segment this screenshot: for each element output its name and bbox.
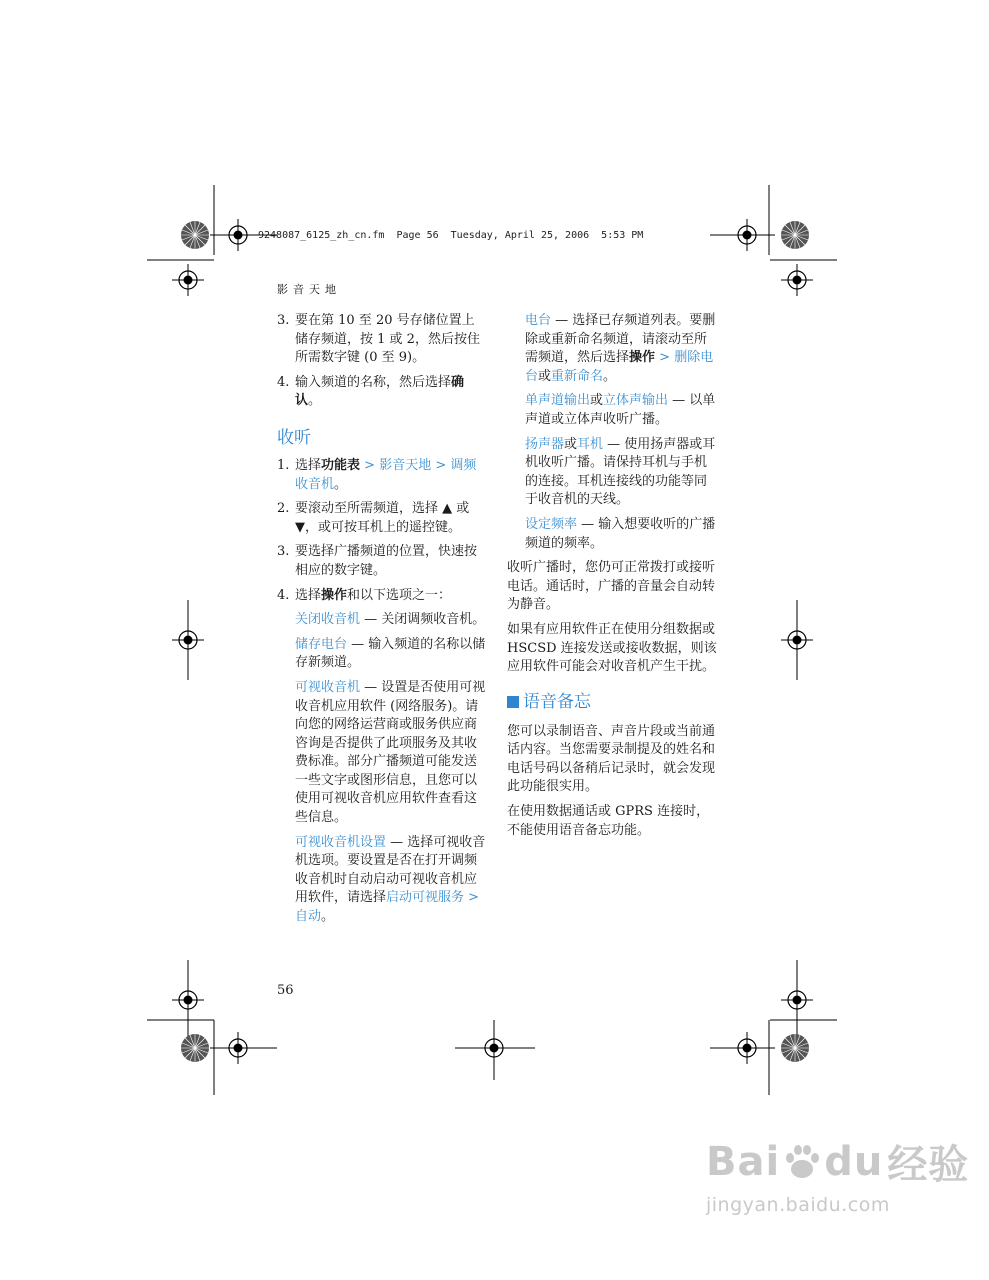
option-text: — 选择可视收音机选项。要设置是否在打开调频收音机时自动启动可视收音机应用软件，请选择 [295,834,486,906]
option-link: 可视收音机 [295,679,361,695]
option-visual-radio [295,679,487,828]
text-run: 选择 [295,587,322,603]
menu-term: 功能表 [321,457,361,473]
text-run: 选择 [295,457,322,473]
section-header: 影音天地 [277,283,341,296]
list-item [277,543,487,580]
option-link: 启动可视服务 [386,890,465,906]
option-link: 储存电台 [295,636,348,652]
option-link: 电台 [525,313,552,328]
separator: > [431,457,451,473]
right-column [507,312,719,846]
list-item [277,500,487,537]
text-run: 和以下选项之一： [347,587,452,603]
logo-text: du [824,1138,884,1185]
item-text [295,457,487,494]
option-link: 自动 [295,909,322,925]
item-number: 3. [277,313,290,328]
text-run: 。 [603,368,617,384]
list-item [277,587,487,606]
option-link: 扬声器 [525,436,565,452]
logo-text: 经验 [887,1142,970,1188]
item-number: 4. [277,374,290,390]
list-item [277,312,487,368]
page-number: 56 [277,983,294,998]
list-item [277,457,487,494]
item-text: 要在第 10 至 20 号存储位置上储存频道，按 1 或 2，然后按住所需数字键 (0 至 9)。 [295,313,480,366]
item-text: 要选择广播频道的位置，快速按相应的数字键。 [295,544,478,578]
separator: > [464,890,480,906]
paragraph: 如果有应用软件正在使用分组数据或 HSCSD 连接发送或接收数据，则该应用软件可能会对收音机产生干扰。 [507,621,717,675]
text-run: 或 [564,436,578,452]
option-mono-stereo [525,392,719,429]
menu-term: 操作 [321,587,348,603]
separator: > [360,457,380,473]
option-text: — 输入频道的名称以储存新频道。 [295,636,486,671]
separator: > [655,350,675,366]
item-text: 要滚动至所需频道，选择 ▲ 或 ▼，或可按耳机上的遥控键。 [295,501,470,535]
item-text [295,374,487,411]
paragraph: 您可以录制语音、声音片段或当前通话内容。当您需要录制提及的姓名和电话号码以备稍后记录时，就会发现此功能很实用。 [507,723,716,795]
option-link: 删除电台 [525,350,714,384]
option-text: — 关闭调频收音机。 [360,612,486,628]
option-link: 可视收音机设置 [295,834,387,850]
menu-term: 操作 [629,350,656,366]
item-number: 3. [277,544,290,560]
text-run: 。 [334,476,348,492]
option-link: 立体声输出 [603,393,669,409]
option-link: 关闭收音机 [295,612,361,628]
option-set-frequency [525,516,719,553]
item-number: 1. [277,457,290,473]
section-heading-listen: 收听 [277,427,311,448]
menu-link: 调频收音机 [295,457,477,492]
option-link: 设定频率 [525,516,578,532]
item-number: 2. [277,501,290,517]
option-link: 重新命名 [551,368,604,384]
option-link: 单声道输出 [525,393,591,409]
option-text: — 输入想要收听的广播频道的频率。 [525,516,716,551]
paw-icon [782,1142,822,1182]
section-heading-voice-memo [507,691,719,713]
watermark-url: jingyan.baidu.com [706,1194,890,1216]
option-text: — 使用扬声器或耳机收听广播。请保持耳机与手机的连接。耳机连接线的功能等同于收音机的天线。 [525,436,716,508]
square-bullet-icon [507,696,519,708]
text-run: 。 [321,909,335,925]
paragraph: 收听广播时，您仍可正常拨打或接听电话。通话时，广播的音量会自动转为静音。 [507,560,716,613]
option-link: 耳机 [577,436,604,452]
option-stations [525,312,719,386]
list-item [277,374,487,411]
text-run: 或 [590,393,604,409]
logo-text: Bai [706,1138,781,1185]
baidu-logo [706,1133,986,1190]
option-text: — 以单声道或立体声收听广播。 [525,393,716,427]
option-text: — 选择已存频道列表。要删除或重新命名频道，请滚动至所需频道，然后选择 [525,313,716,366]
paragraph: 在使用数据通话或 GPRS 连接时，不能使用语音备忘功能。 [507,804,710,838]
option-close-radio [295,611,487,630]
left-column [277,312,487,933]
text-run: 或 [538,368,552,384]
text-run: 。 [308,393,322,409]
option-speaker-headset [525,436,719,510]
option-text: — 设置是否使用可视收音机应用软件 (网络服务)。请向您的网络运营商或服务供应商咨询是否提供了此项服务及其收费标准。部分广播频道可能发送一些文字或图形信息，且您可以使用可视收音机应用软件查看这些信息。 [295,679,486,826]
menu-link: 影音天地 [379,457,432,473]
item-number: 4. [277,587,290,603]
file-header: 9248087_6125_zh_cn.fm Page 56 Tuesday, April 25, 2006 5:53 PM [258,230,644,241]
option-save-station [295,636,487,673]
menu-term: 确认 [295,374,465,409]
item-text [295,587,487,606]
option-visual-radio-settings [295,834,487,927]
baidu-watermark [706,1133,986,1253]
heading-text: 语音备忘 [523,691,591,712]
text-run: 输入频道的名称，然后选择 [295,374,452,390]
